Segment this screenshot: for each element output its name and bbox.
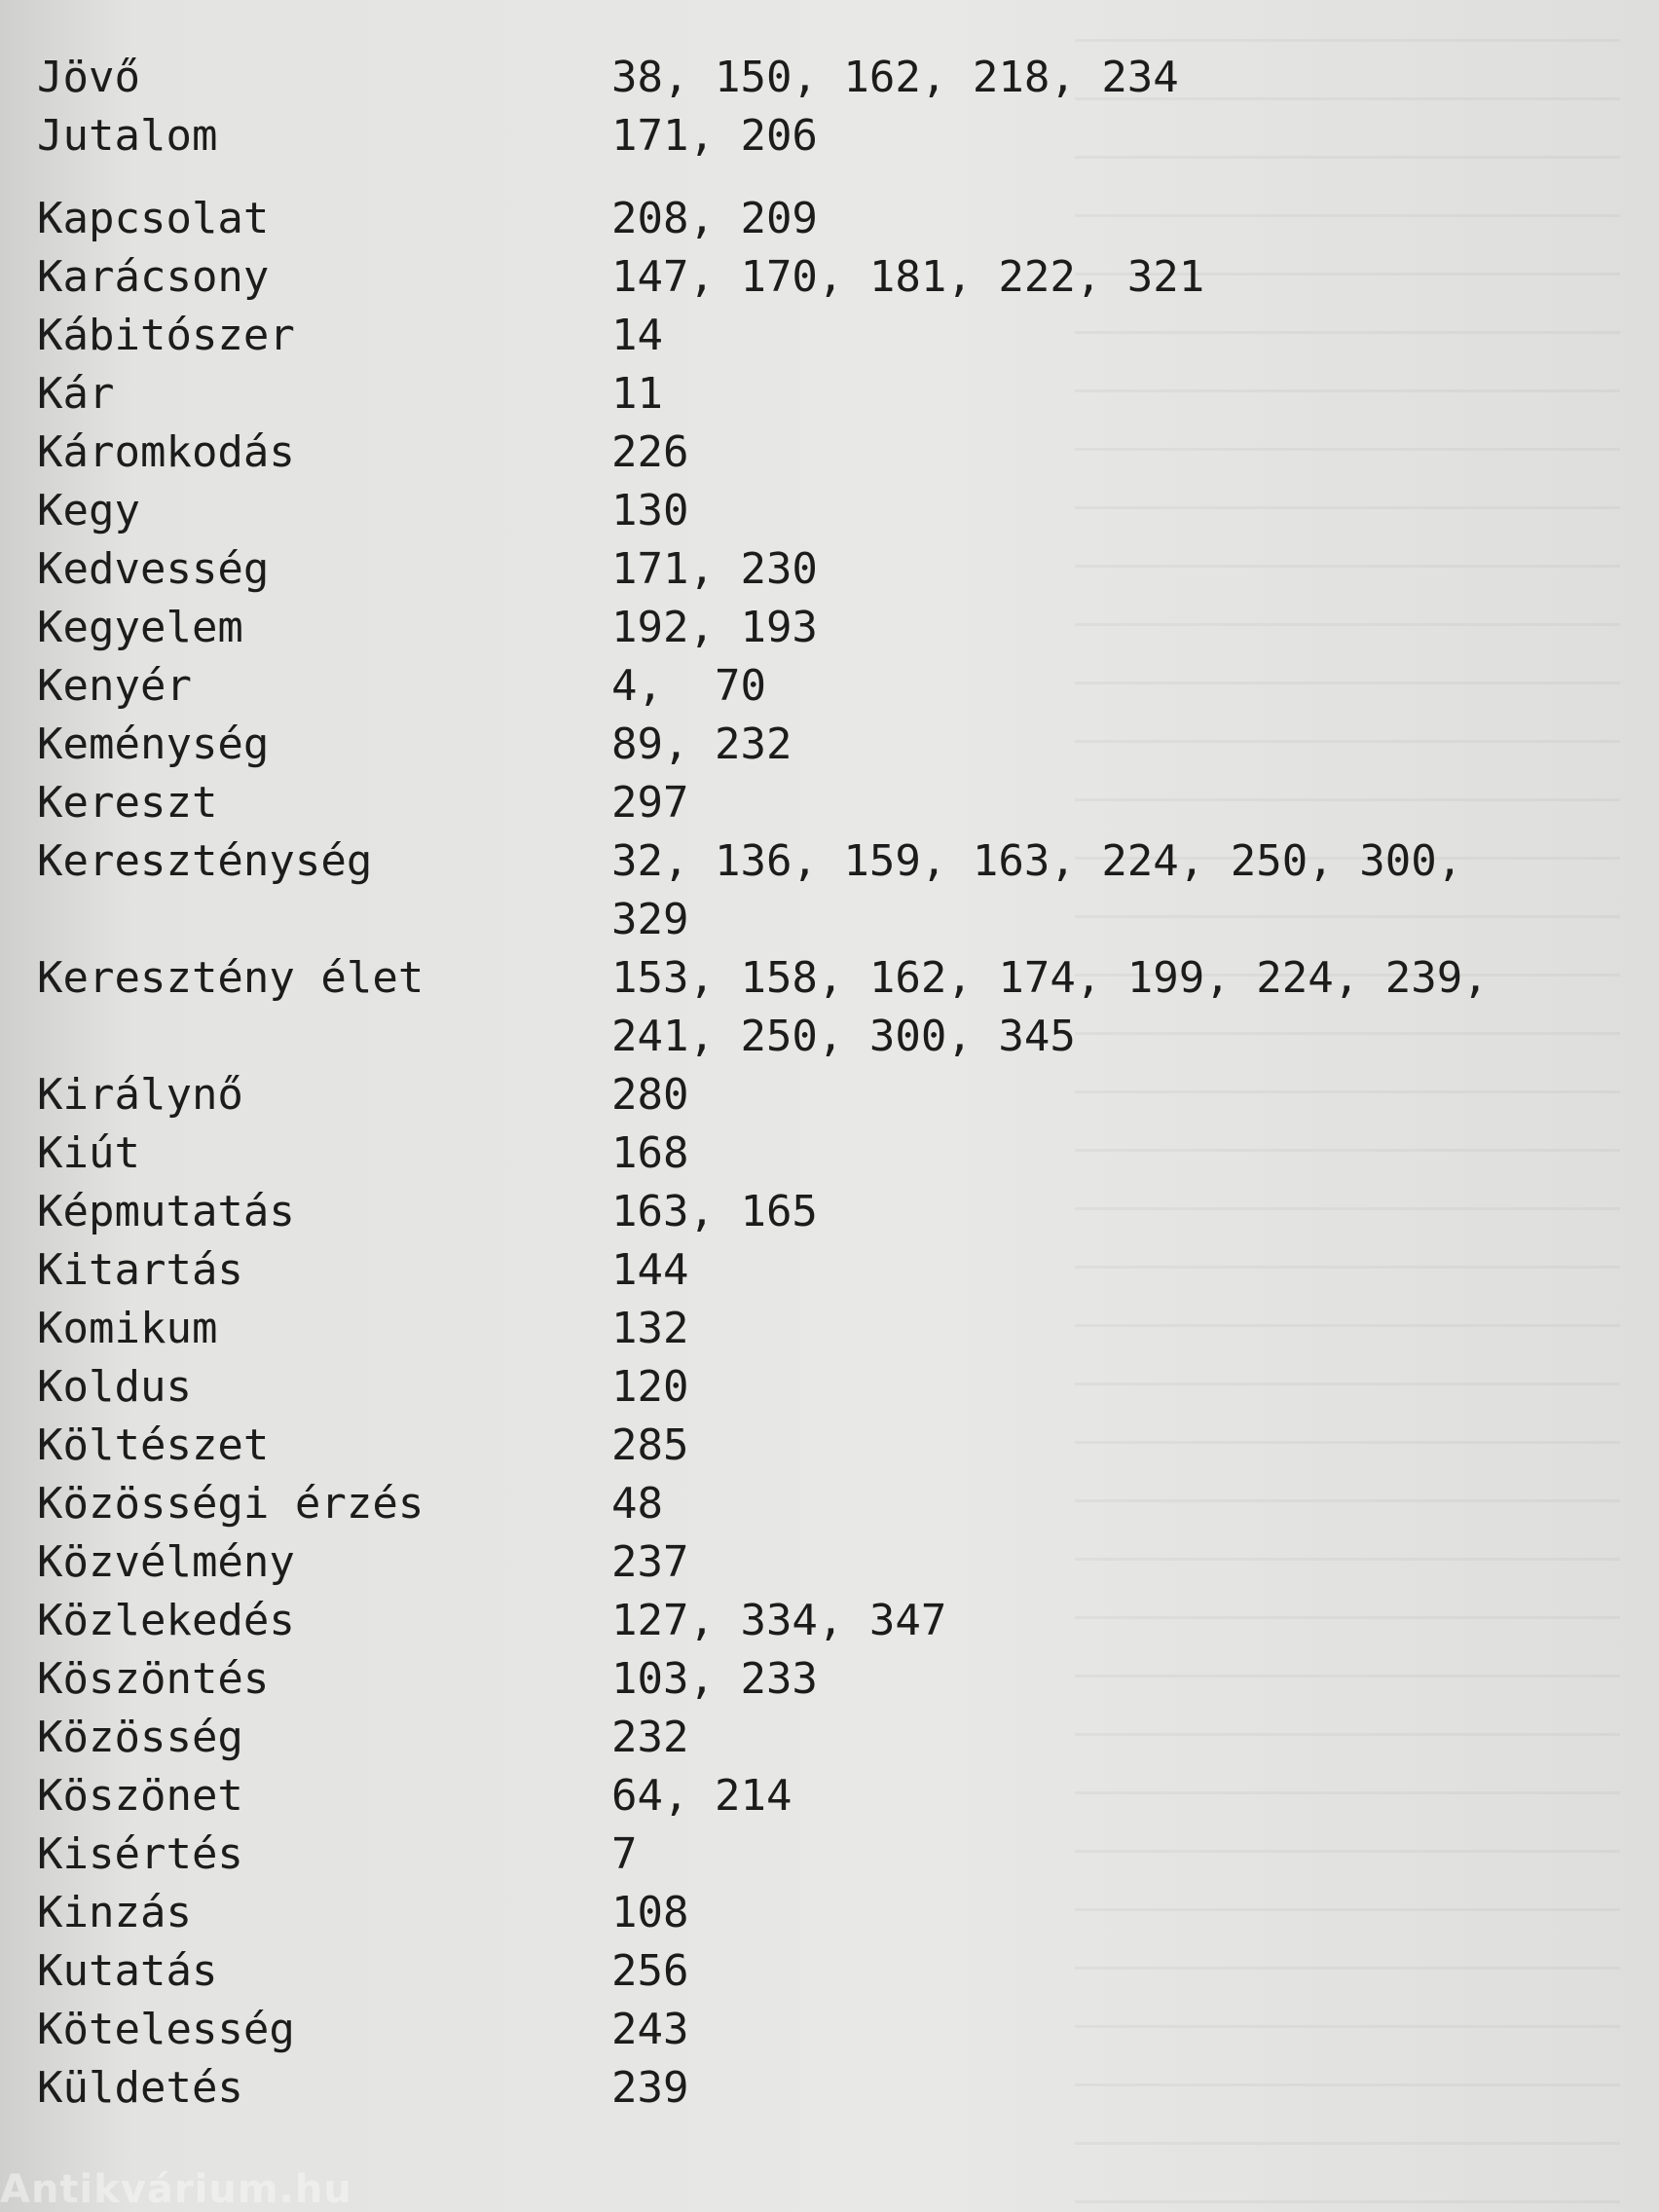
page-references: 226 [611,427,689,477]
index-entry [37,1767,1595,1825]
index-term: Karácsony [37,252,270,302]
page-references: 163, 165 [611,1187,818,1236]
index-term: Közlekedés [37,1596,295,1645]
index-term: Kötelesség [37,2005,295,2054]
index-term: Kegyelem [37,603,243,652]
index-entry [37,1241,1595,1300]
index-term: Képmutatás [37,1187,295,1236]
index-entry [37,1124,1595,1183]
index-entry [37,1650,1595,1709]
index-term: Kár [37,369,115,419]
index-term: Kisértés [37,1829,243,1879]
index-entry [37,832,1595,949]
index-term: Kiút [37,1128,140,1178]
page-references: 89, 232 [611,719,793,769]
page-references: 103, 233 [611,1654,818,1704]
index-entry [37,2001,1595,2059]
index-term: Jövő [37,53,140,102]
index-entry [37,190,1595,248]
index-term: Kutatás [37,1946,218,1996]
index-term: Koldus [37,1362,192,1412]
index-term: Köszönet [37,1771,243,1821]
index-term: Kapcsolat [37,194,270,243]
index-term: Közvélmény [37,1537,295,1587]
index-entry [37,1300,1595,1358]
index-entry [37,1709,1595,1767]
index-term: Kitartás [37,1245,243,1295]
index-term: Köszöntés [37,1654,270,1704]
index-entry [37,599,1595,657]
index-entry [37,2059,1595,2118]
subject-index [37,49,1595,2118]
page-references: 285 [611,1420,689,1470]
index-entry [37,1417,1595,1475]
index-term: Jutalom [37,111,218,161]
index-term: Közösség [37,1713,243,1762]
index-entry [37,1183,1595,1241]
index-term: Káromkodás [37,427,295,477]
page-references: 38, 150, 162, 218, 234 [611,53,1179,102]
page-references: 48 [611,1479,663,1529]
index-term: Komikum [37,1304,218,1353]
page-references: 64, 214 [611,1771,793,1821]
index-entry [37,1825,1595,1884]
page-references: 239 [611,2063,689,2113]
page-references: 153, 158, 162, 174, 199, 224, 239, 241, 250, 300, 345 [611,953,1489,1061]
index-term: Kenyér [37,661,192,711]
page-references: 4, 70 [611,661,766,711]
page-references: 7 [611,1829,638,1879]
page-references: 144 [611,1245,689,1295]
index-entry [37,1533,1595,1592]
index-term: Királynő [37,1070,243,1120]
page-references: 237 [611,1537,689,1587]
watermark: Antikvárium.hu [0,2167,352,2212]
page-references: 280 [611,1070,689,1120]
page-references: 208, 209 [611,194,818,243]
page-references: 108 [611,1888,689,1937]
page-references: 168 [611,1128,689,1178]
index-term: Kedvesség [37,544,270,594]
index-entry [37,774,1595,832]
index-term: Kegy [37,486,140,535]
index-entry [37,949,1595,1066]
page-references: 14 [611,311,663,360]
page-references: 120 [611,1362,689,1412]
index-entry [37,107,1595,166]
index-term: Kábitószer [37,311,295,360]
page-references: 130 [611,486,689,535]
page-references: 232 [611,1713,689,1762]
index-term: Kinzás [37,1888,192,1937]
index-term: Küldetés [37,2063,243,2113]
page-references: 256 [611,1946,689,1996]
index-entry [37,657,1595,716]
index-entry [37,1066,1595,1124]
index-entry [37,307,1595,365]
index-term: Keménység [37,719,270,769]
index-entry [37,365,1595,424]
page-references: 32, 136, 159, 163, 224, 250, 300, 329 [611,836,1463,944]
index-entry [37,424,1595,482]
index-term: Közösségi érzés [37,1479,424,1529]
index-entry [37,1358,1595,1417]
index-term: Keresztény élet [37,953,424,1003]
page-references: 127, 334, 347 [611,1596,947,1645]
page-references: 243 [611,2005,689,2054]
index-entry [37,1475,1595,1533]
index-entry [37,1884,1595,1942]
index-entry [37,716,1595,774]
index-term: Kereszt [37,778,218,828]
index-entry [37,482,1595,540]
index-term: Költészet [37,1420,270,1470]
page-references: 192, 193 [611,603,818,652]
page-references: 171, 206 [611,111,818,161]
page-references: 132 [611,1304,689,1353]
page-references: 11 [611,369,663,419]
page-references: 171, 230 [611,544,818,594]
index-entry [37,540,1595,599]
page-references: 147, 170, 181, 222, 321 [611,252,1205,302]
index-entry [37,1592,1595,1650]
index-entry [37,1942,1595,2001]
page-references: 297 [611,778,689,828]
index-entry [37,248,1595,307]
index-term: Kereszténység [37,836,373,886]
index-entry [37,49,1595,107]
